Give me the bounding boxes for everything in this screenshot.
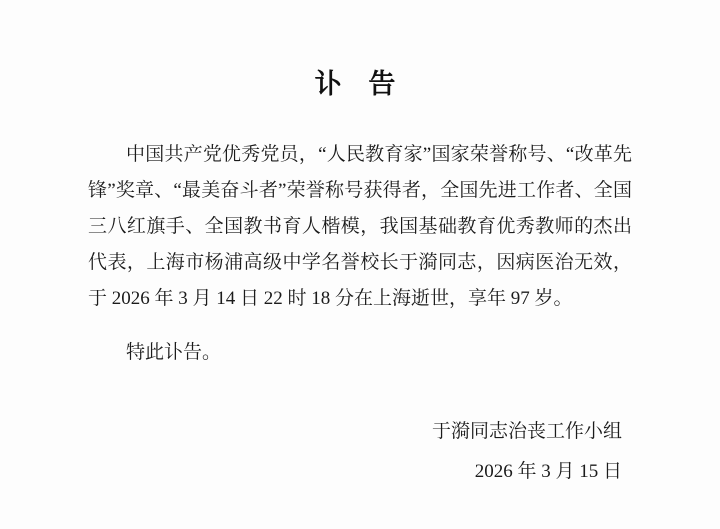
document-body <box>88 137 632 371</box>
signature-date: 2026 年 3 月 15 日 <box>474 461 622 482</box>
paragraph-closing: 特此讣告。 <box>126 342 222 363</box>
paragraph-main: 中国共产党优秀党员，“人民教育家”国家荣誉称号、“改革先锋”奖章、“最美奋斗者”荣誉称号获得者，全国先进工作者、全国三八红旗手、全国教书育人楷模，我国基础教育优秀教师的杰出代表，上海市杨浦高级中学名誉校长于漪同志，因病医治无效，于 2026 年 3 月 14 日 22 时 18 分在上海逝世，享年 97 岁。 <box>88 144 632 309</box>
signature-block <box>88 415 632 489</box>
page-title: 讣 告 <box>314 69 406 99</box>
signature-organization: 于漪同志治丧工作小组 <box>431 421 622 442</box>
